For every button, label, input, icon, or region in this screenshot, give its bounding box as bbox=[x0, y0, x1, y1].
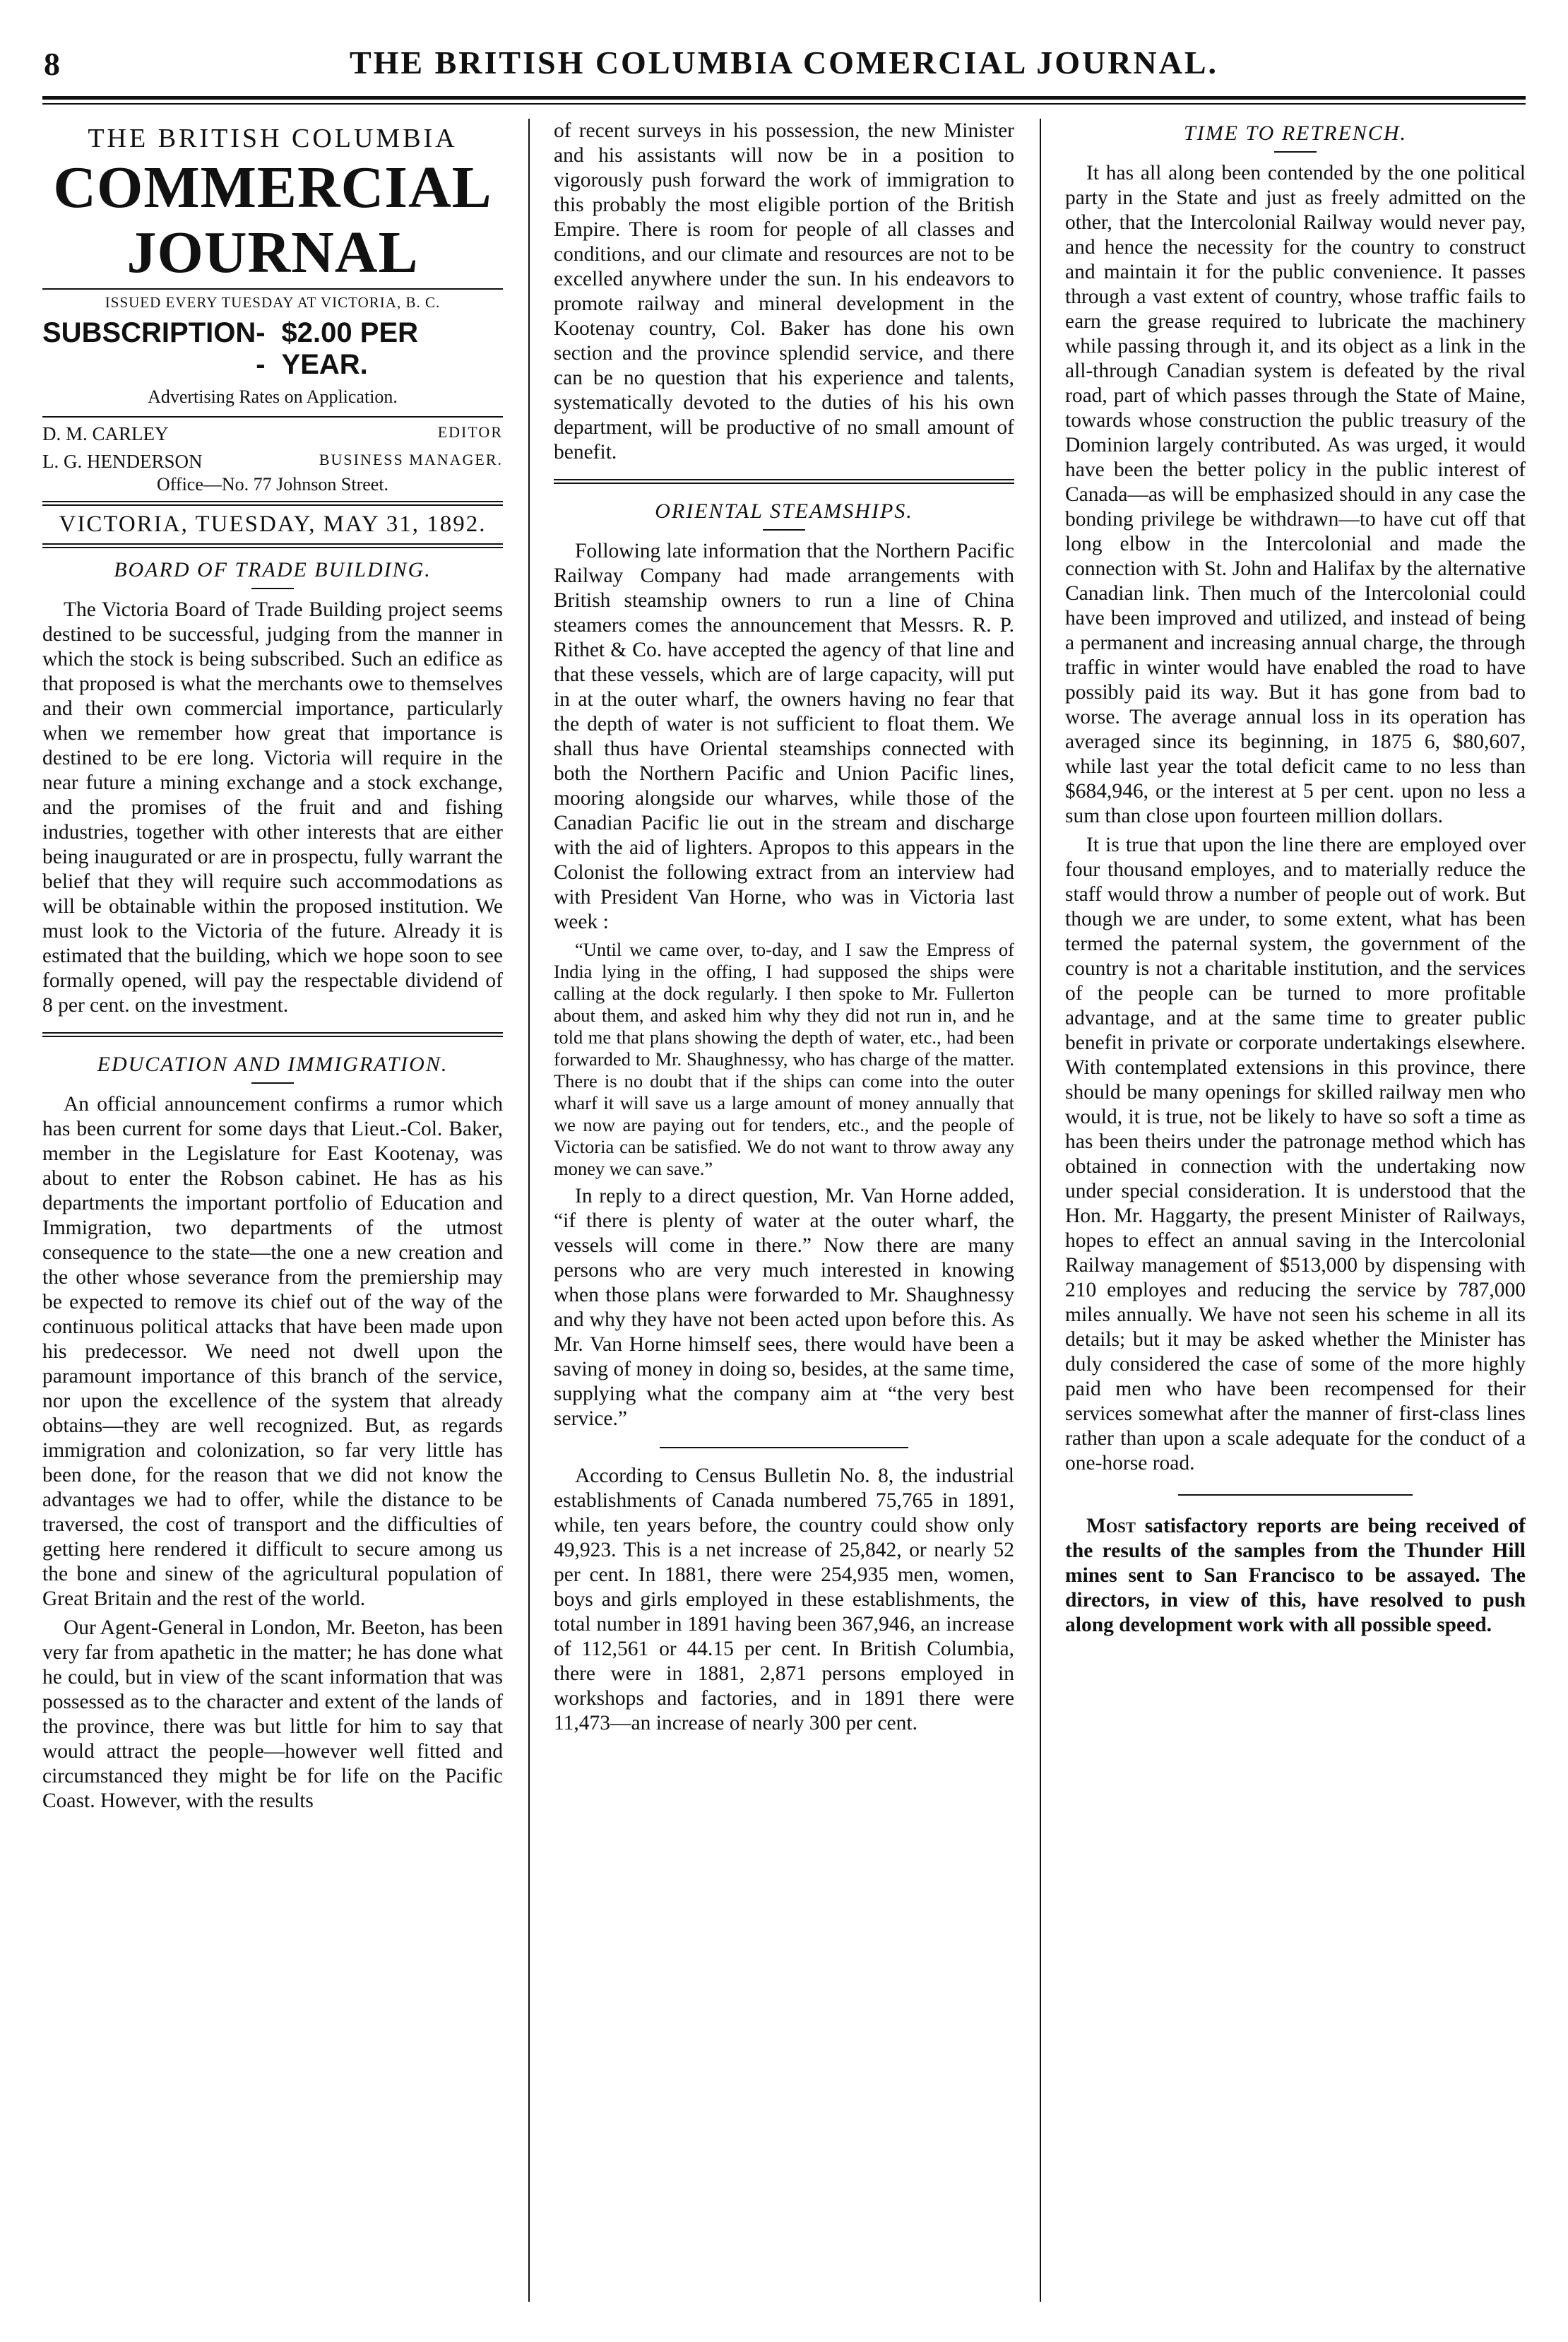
article-heading-time-to-retrench: TIME TO RETRENCH. bbox=[1184, 122, 1407, 145]
dateline-rule bbox=[42, 543, 503, 548]
column-rule bbox=[1040, 119, 1041, 2302]
article-heading-board-of-trade: BOARD OF TRADE BUILDING. bbox=[114, 558, 432, 581]
masthead-issued: ISSUED EVERY TUESDAY AT VICTORIA, B. C. bbox=[105, 294, 441, 311]
masthead-rule bbox=[42, 416, 503, 418]
census-paragraph: According to Census Bulletin No. 8, the industrial establishments of Canada numbered 75,765 in 1891, while, ten years before, the country could show only 49,923. This is a net increase of 25,842, or nearly 52 per cent. In 1881, there were 254,935 men, women, boys and girls employed in these establishments, the total number in 1891 having been 367,946, an increase of 112,561 or 44.15 per cent. In British Columbia, there were in 1881, 2,871 persons employed in workshops and factories, and in 1891 there were 11,473—an increase of nearly 300 per cent. bbox=[554, 1465, 1014, 1734]
header-rule bbox=[42, 96, 1526, 100]
subscription-dashes: - - bbox=[256, 317, 266, 380]
masthead-rule bbox=[42, 288, 503, 290]
article-paragraph: It is true that upon the line there are employed over four thousand employes, and to materially reduce the staff would throw a number of people out of work. But though we are under, to some extent, what has been termed the paternal system, the government of the country is not a charitable institution, and the services of the people can be turned to more profitable advantage, and at the same time to greater public benefit in private or corporate undertakings elsewhere. With contemplated extensions in this province, there should be many openings for skilled railway men who would, it is true, not be likely to have so soft a time as has been theirs under the patronage method which has obtained in connection with the undertaking now under special consideration. It is understood that the Hon. Mr. Haggarty, the present Minister of Railways, hopes to effect an annual saving in the Intercolonial Railway management of $513,000 by dispensing with 210 employes and reducing the service by 787,000 miles annually. We have not seen his scheme in all its details; but it may be asked whether the Minister has duly considered the case of some of the more highly paid men who have been recompensed for their services somewhat after the manner of first-class lines rather than upon a scale adequate for the conduct of a one-horse road. bbox=[1065, 834, 1526, 1474]
column-3 bbox=[1065, 119, 1526, 2302]
dateline: VICTORIA, TUESDAY, MAY 31, 1892. bbox=[59, 511, 487, 537]
masthead-title: COMMERCIAL JOURNAL bbox=[53, 155, 492, 285]
article-paragraph: The Victoria Board of Trade Building project seems destined to be successful, judging from the manner in which the stock is being subscribed. Such an edifice as that proposed is what the merchants owe to themselves and their own commercial importance, particularly when we remember how great that importance is destined to be ere long. Victoria will require in the near future a mining exchange and a stock exchange, and the promises of the fruit and and fishing industries, together with other interests that are either being inaugurated or are in prospectu, fully warrant the belief that they will require such accommodations as will be obtainable within the proposed institution. We must look to the Victoria of the future. Already it is estimated that the building, which we hope soon to see formally opened, will pay the respectable dividend of 8 per cent. on the investment. bbox=[42, 598, 503, 1017]
column-rule bbox=[528, 119, 530, 2302]
article-paragraph: Our Agent-General in London, Mr. Beeton, has been very far from apathetic in the matter; he has done what he could, but in view of the scant information that was possessed as to the character and extent of the lands of the province, there was but little for him to say that would attract the people—however well fitted and circumstanced they might be for life on the Pacific Coast. However, with the results bbox=[42, 1616, 503, 1812]
article-heading-oriental-steamships: ORIENTAL STEAMSHIPS. bbox=[655, 499, 913, 523]
article-separator bbox=[1178, 1494, 1413, 1496]
article-paragraph: It has all along been contended by the one political party in the State and just as freely admitted on the other, that the Intercolonial Railway would never pay, and hence the necessity for the country to construct and maintain it for the public convenience. It passes through a vast extent of country, whose traffic fails to earn the grease required to lubricate the machinery while passing through it, and its object as a link in the all-through Canadian system is defeated by the rival road, part of which passes through the State of Maine, towards whose construction the public treasury of the Dominion largely contributed. As was urged, it would have been the better policy in the public interest of Canada—as will be emphasized should in any case the bonding privilege be withdrawn—to have cut off that long elbow in the Intercolonial and made the connection with St. John and Halifax by the alternative Canadian link. Then much of the Intercolonial could have been improved and utilized, and instead of being a permanent and increasing annual charge, the through traffic in winter would have enabled the road to have possibly paid its way. But it has gone from bad to worse. The average annual loss in its operation has averaged since its beginning, in 1875 6, $80,607, while last year the total deficit came to no less than $684,946, or the interest at 5 per cent. upon no less a sum than close upon fourteen million dollars. bbox=[1065, 162, 1526, 827]
thunder-hill-paragraph bbox=[1065, 1514, 1526, 1638]
heading-dash bbox=[251, 588, 294, 589]
article-separator bbox=[660, 1447, 908, 1448]
header-rule-thin bbox=[42, 103, 1526, 105]
editor-line bbox=[42, 423, 503, 445]
manager-role: BUSINESS MANAGER. bbox=[319, 451, 503, 468]
article-heading-education: EDUCATION AND IMMIGRATION. bbox=[97, 1053, 449, 1076]
heading-dash bbox=[763, 529, 805, 531]
newspaper-page bbox=[42, 28, 1526, 2314]
lead-word: Most bbox=[1086, 1515, 1136, 1537]
advertising-note: Advertising Rates on Application. bbox=[148, 386, 398, 407]
heading-dash bbox=[1274, 151, 1317, 153]
thunder-hill-text: satisfactory reports are being received of the results of the samples from the Thunder Hill mines sent to San Francisco to be assayed. The directors, in view of this, have resolved to push along development work with all possible speed. bbox=[1065, 1515, 1526, 1636]
article-paragraph: Following late information that the Northern Pacific Railway Company had made arrangements with British steamship owners to run a line of China steamers comes the announcement that Messrs. R. P. Rithet & Co. have accepted the agency of that line and that these vessels, which are of large capacity, will put in at the outer wharf, the owners having no fear that the depth of water is not sufficient to float them. We shall thus have Oriental steamships connected with both the Northern Pacific and Union Pacific lines, mooring alongside our wharves, while those of the Canadian Pacific lie out in the stream and discharge with the aid of lighters. Apropos to this appears in the Colonist the following extract from an interview had with President Van Horne, who was in Victoria last week : bbox=[554, 540, 1014, 933]
page-header bbox=[42, 28, 1526, 106]
article-separator bbox=[554, 479, 1014, 484]
heading-dash bbox=[251, 1082, 294, 1084]
office-address: Office—No. 77 Johnson Street. bbox=[156, 474, 389, 495]
editor-name: D. M. CARLEY bbox=[42, 423, 169, 444]
column-2 bbox=[554, 119, 1014, 2302]
subscription-price: $2.00 PER YEAR. bbox=[281, 317, 419, 380]
article-separator bbox=[42, 1032, 503, 1037]
running-title: THE BRITISH COLUMBIA COMERCIAL JOURNAL. bbox=[349, 45, 1219, 81]
manager-line bbox=[42, 451, 503, 473]
subscription-label: SUBSCRIPTION bbox=[42, 317, 256, 348]
article-quote: “Until we came over, to-day, and I saw the Empress of India lying in the offing, I had supposed the ships were calling at the dock regularly. I then spoke to Mr. Fullerton about them, and asked him why they did not run in, and he told me that plans showing the depth of water, etc., had been forwarded to Mr. Shaughnessy, who has charge of the matter. There is no doubt that if the ships can come into the outer wharf it will save us a large amount of money annually that we now are paying out for tenders, etc., and the people of Victoria can be satisfied. We do not want to throw away any money we can save.” bbox=[554, 939, 1014, 1179]
column-1 bbox=[42, 119, 503, 2302]
manager-name: L. G. HENDERSON bbox=[42, 451, 203, 472]
masthead-line1: THE BRITISH COLUMBIA bbox=[88, 124, 458, 153]
page-number: 8 bbox=[44, 46, 60, 82]
masthead bbox=[42, 123, 503, 548]
editor-role: EDITOR bbox=[437, 423, 503, 441]
article-paragraph: An official announcement confirms a rumor which has been current for some days that Lieut.-Col. Baker, member in the Legislature for East Kootenay, was about to enter the Robson cabinet. He has as his departments the important portfolio of Education and Immigration, two departments of the utmost consequence to the state—the one a new creation and the other whose severance from the premiership may be expected to remove its chief out of the way of the continuous political attacks that have been made upon his predecessor. We need not dwell upon the paramount importance of this branch of the service, nor upon the excellence of the system that already obtains—they are well recognized. But, as regards immigration and colonization, so far very little has been done, for the reason that we did not know the advantages we had to offer, while the distance to be traversed, the cost of transport and the difficulties of getting here rendered it difficult to secure among us the bone and sinew of the agricultural population of Great Britain and the rest of the world. bbox=[42, 1093, 503, 1610]
dateline-rule bbox=[42, 501, 503, 506]
article-paragraph-continued: of recent surveys in his possession, the new Minister and his assistants will now be in a position to vigorously push forward the work of immigration to this probably the most eligible portion of the British Empire. There is room for people of all classes and conditions, and our climate and resources are not to be excelled anywhere under the sun. In his endeavors to promote railway and mineral development in the Kootenay country, Col. Baker has done his own section and the province splendid service, and there can be no question that his experience and talents, systematically devoted to the duties of his his own department, will be productive of no small amount of benefit. bbox=[554, 119, 1014, 463]
subscription-line bbox=[42, 317, 503, 381]
article-paragraph: In reply to a direct question, Mr. Van Horne added, “if there is plenty of water at the outer wharf, the vessels will come in there.” Now there are many persons who are very much interested in knowing when those plans were forwarded to Mr. Shaughnessy and why they have not been acted upon before this. As Mr. Van Horne himself sees, there would have been a saving of money in doing so, besides, at the same time, supplying what the company aim at “the very best service.” bbox=[554, 1185, 1014, 1430]
